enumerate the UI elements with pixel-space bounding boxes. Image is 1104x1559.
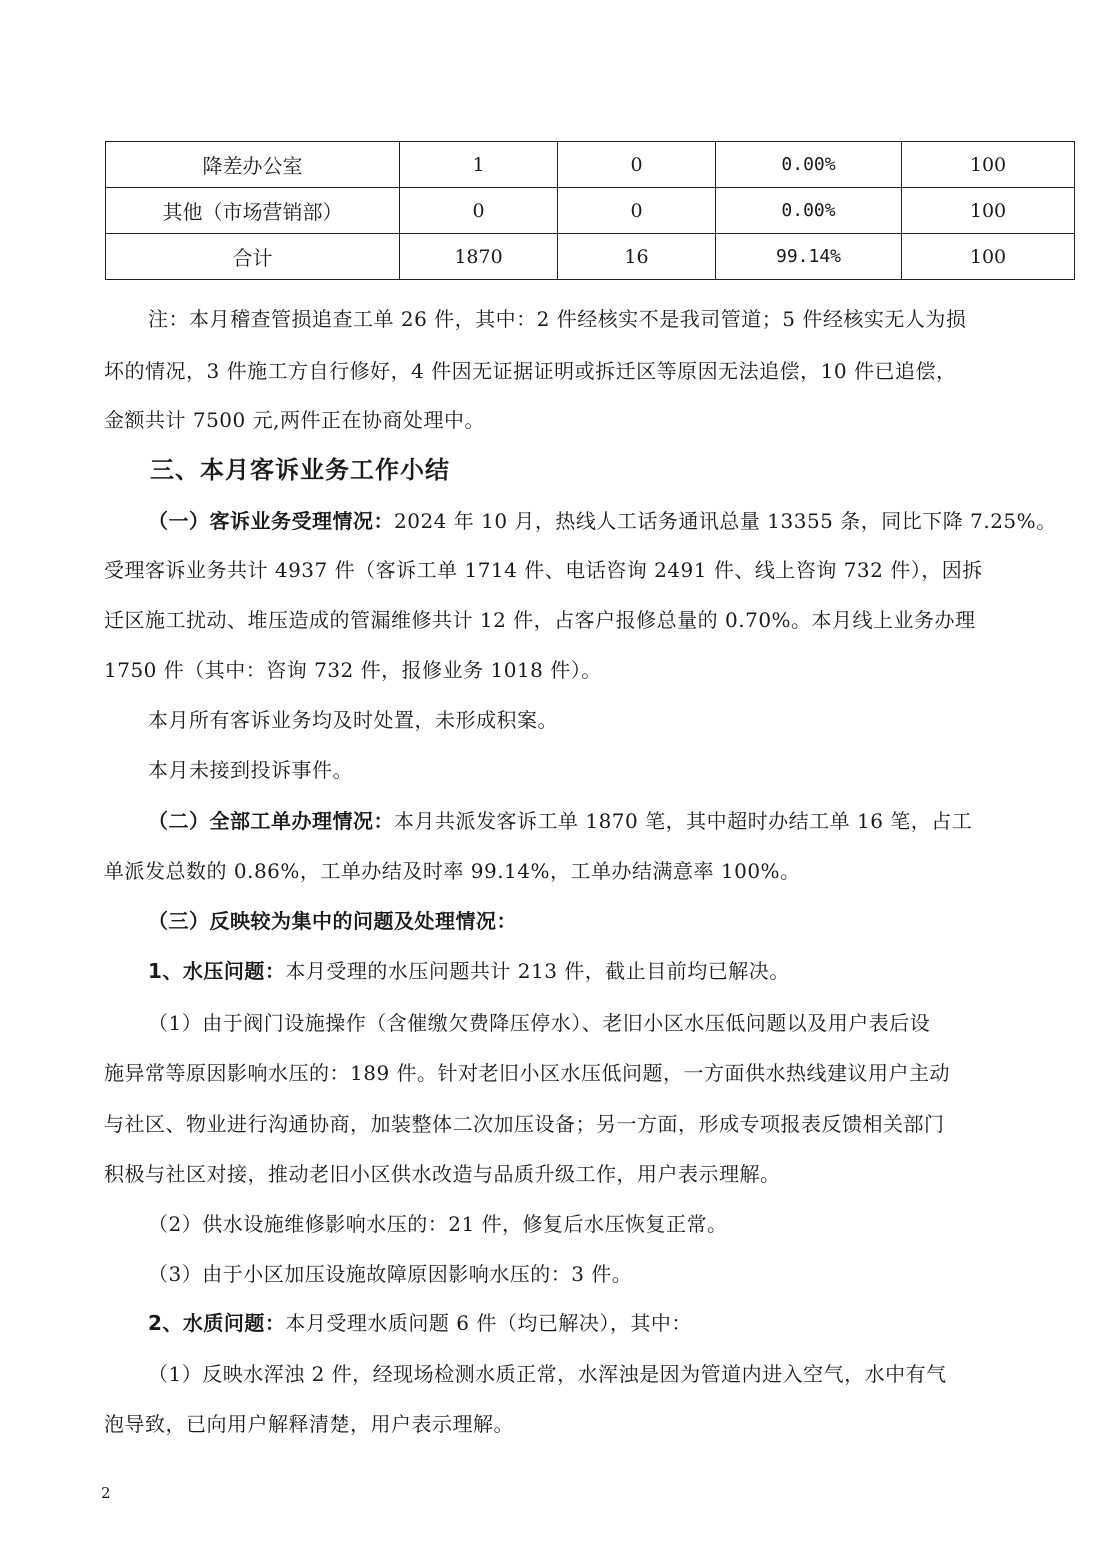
table-cell: 其他（市场营销部） bbox=[106, 188, 400, 234]
table-cell: 100 bbox=[902, 188, 1075, 234]
paragraph-text: 本月受理的水压问题共计 213 件，截止目前均已解决。 bbox=[285, 959, 790, 983]
table-cell: 0 bbox=[558, 188, 716, 234]
page-number: 2 bbox=[101, 1484, 111, 1502]
table-cell: 1 bbox=[400, 142, 558, 188]
paragraph-line: 泡导致，已向用户解释清楚，用户表示理解。 bbox=[104, 1412, 514, 1436]
table-cell: 1870 bbox=[400, 234, 558, 280]
paragraph-line: 单派发总数的 0.86%，工单办结及时率 99.14%，工单办结满意率 100%。 bbox=[104, 859, 801, 883]
paragraph-line: 本月未接到投诉事件。 bbox=[148, 758, 353, 782]
paragraph-line: 1750 件（其中：咨询 732 件，报修业务 1018 件）。 bbox=[104, 658, 602, 682]
paragraph-line bbox=[148, 905, 1048, 934]
paragraph-line bbox=[148, 955, 1048, 984]
table-row bbox=[106, 234, 1075, 280]
work-order-table bbox=[105, 141, 1075, 280]
paragraph-line: 与社区、物业进行沟通协商，加装整体二次加压设备；另一方面，形成专项报表反馈相关部门 bbox=[104, 1112, 945, 1136]
table-cell: 16 bbox=[558, 234, 716, 280]
table-cell: 99.14% bbox=[716, 234, 902, 280]
paragraph-label: （二）全部工单办理情况： bbox=[148, 809, 394, 833]
paragraph-line: 受理客诉业务共计 4937 件（客诉工单 1714 件、电话咨询 2491 件、线上咨询 732 件），因拆 bbox=[104, 558, 983, 582]
paragraph-line: （1）由于阀门设施操作（含催缴欠费降压停水）、老旧小区水压低问题以及用户表后设 bbox=[148, 1011, 931, 1035]
paragraph-line: （1）反映水浑浊 2 件，经现场检测水质正常，水浑浊是因为管道内进入空气，水中有气 bbox=[148, 1362, 947, 1386]
table-cell: 降差办公室 bbox=[106, 142, 400, 188]
paragraph-label: 2、水质问题： bbox=[148, 1311, 286, 1335]
paragraph-line bbox=[148, 805, 1048, 834]
table-cell: 0 bbox=[558, 142, 716, 188]
table-cell: 100 bbox=[902, 142, 1075, 188]
paragraph-line: 积极与社区对接，推动老旧小区供水改造与品质升级工作，用户表示理解。 bbox=[104, 1162, 781, 1186]
paragraph-line: 施异常等原因影响水压的：189 件。针对老旧小区水压低问题，一方面供水热线建议用户主动 bbox=[104, 1061, 951, 1085]
paragraph-line: 本月所有客诉业务均及时处置，未形成积案。 bbox=[148, 708, 558, 732]
paragraph-text: 本月受理水质问题 6 件（均已解决），其中： bbox=[285, 1311, 692, 1335]
note-line: 金额共计 7500 元,两件正在协商处理中。 bbox=[104, 408, 485, 432]
paragraph-line: （2）供水设施维修影响水压的：21 件，修复后水压恢复正常。 bbox=[148, 1212, 728, 1236]
paragraph-line bbox=[148, 1307, 1048, 1336]
paragraph-label: （三）反映较为集中的问题及处理情况： bbox=[148, 909, 517, 933]
paragraph-text: 本月共派发客诉工单 1870 笔，其中超时办结工单 16 笔，占工 bbox=[394, 809, 973, 833]
table-row bbox=[106, 188, 1075, 234]
paragraph-label: 1、水压问题： bbox=[148, 959, 286, 983]
section-title: 三、本月客诉业务工作小结 bbox=[150, 456, 450, 484]
paragraph-line bbox=[148, 505, 1057, 534]
note-line: 注：本月稽查管损追查工单 26 件，其中：2 件经核实不是我司管道；5 件经核实无人为损 bbox=[148, 307, 967, 331]
paragraph-line: （3）由于小区加压设施故障原因影响水压的：3 件。 bbox=[148, 1262, 633, 1286]
note-line: 坏的情况，3 件施工方自行修好，4 件因无证据证明或拆迁区等原因无法追偿，10 件已追偿， bbox=[104, 359, 957, 383]
table-row bbox=[106, 142, 1075, 188]
table-cell: 0.00% bbox=[716, 142, 902, 188]
table-cell: 100 bbox=[902, 234, 1075, 280]
paragraph-label: （一）客诉业务受理情况： bbox=[148, 509, 394, 533]
table-cell: 合计 bbox=[106, 234, 400, 280]
table-cell: 0 bbox=[400, 188, 558, 234]
paragraph-line: 迁区施工扰动、堆压造成的管漏维修共计 12 件，占客户报修总量的 0.70%。本月线上业务办理 bbox=[104, 608, 976, 632]
paragraph-text: 2024 年 10 月，热线人工话务通讯总量 13355 条，同比下降 7.25%。 bbox=[394, 509, 1057, 533]
table-cell: 0.00% bbox=[716, 188, 902, 234]
